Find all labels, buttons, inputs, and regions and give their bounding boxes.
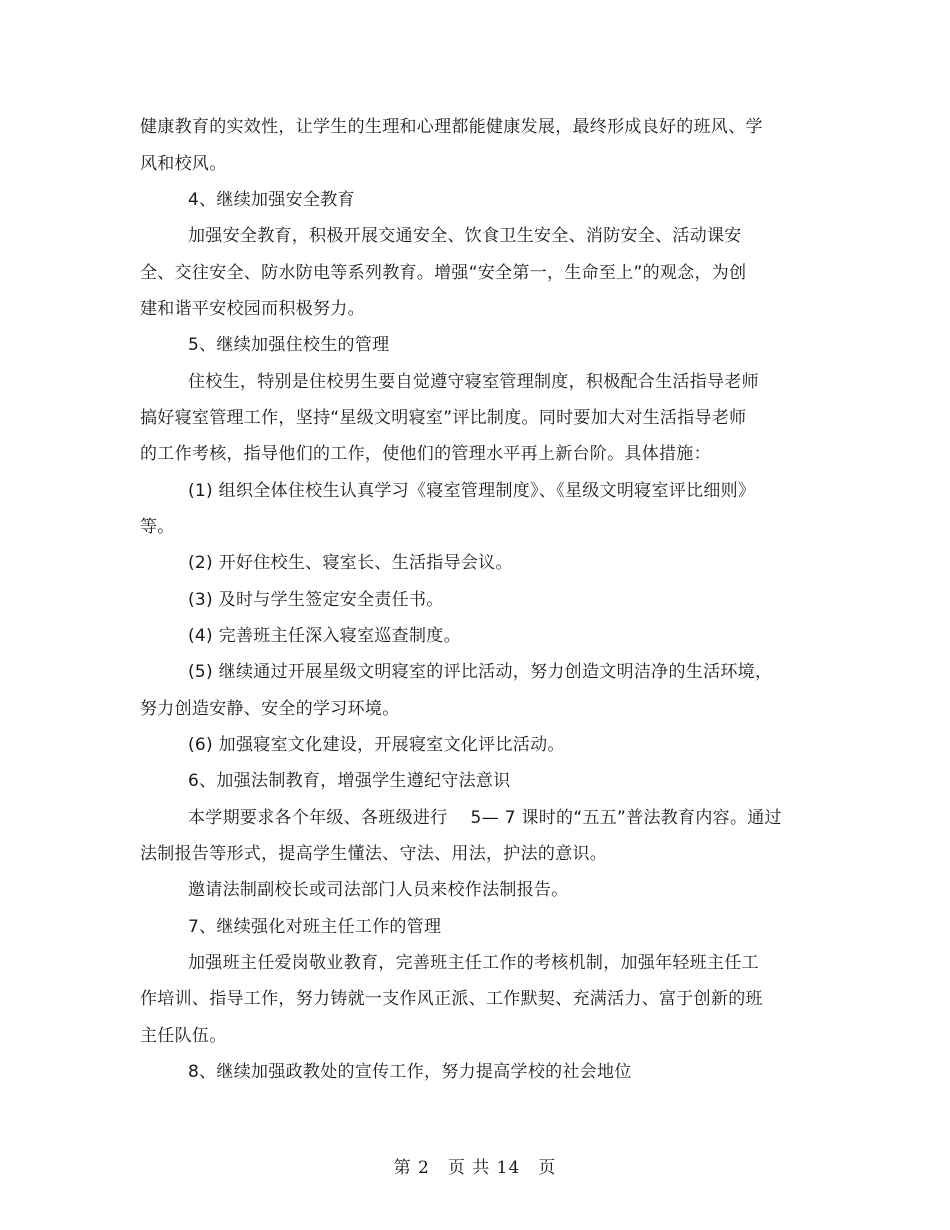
body-text-line: 的工作考核，指导他们的工作，使他们的管理水平再上新台阶。具体措施： bbox=[140, 444, 711, 464]
body-text-line: 加强安全教育，积极开展交通安全、饮食卫生安全、消防安全、活动课安 bbox=[188, 226, 742, 246]
body-text-line: 加强班主任爱岗敬业教育，完善班主任工作的考核机制，加强年轻班主任工 bbox=[188, 953, 759, 973]
body-text-line: 本学期要求各个年级、各班级进行 5— 7 课时的“五五”普法教育内容。通过 bbox=[188, 808, 782, 828]
body-text-line: 风和校风。 bbox=[140, 154, 227, 174]
body-text-line: 等。 bbox=[140, 517, 175, 537]
section-heading-7: 7、继续强化对班主任工作的管理 bbox=[188, 917, 442, 937]
list-item: (4) 完善班主任深入寝室巡查制度。 bbox=[188, 626, 461, 646]
body-text-line: 住校生，特别是住校男生要自觉遵守寝室管理制度，积极配合生活指导老师 bbox=[188, 372, 759, 392]
list-item: (5) 继续通过开展星级文明寝室的评比活动，努力创造文明洁净的生活环境， bbox=[188, 662, 773, 682]
body-text-line: 法制报告等形式，提高学生懂法、守法、用法，护法的意识。 bbox=[140, 844, 608, 864]
list-item: (2) 开好住校生、寝室长、生活指导会议。 bbox=[188, 553, 513, 573]
body-text-line: 全、交往安全、防水防电等系列教育。增强“安全第一，生命至上”的观念，为创 bbox=[140, 263, 747, 283]
list-item: (1) 组织全体住校生认真学习《寝室管理制度》、《星级文明寝室评比细则》 bbox=[188, 481, 756, 501]
body-text-line: 主任队伍。 bbox=[140, 1026, 227, 1046]
page-number-footer: 第 2 页 共 14 页 bbox=[393, 1158, 557, 1178]
section-heading-8: 8、继续加强政教处的宣传工作，努力提高学校的社会地位 bbox=[188, 1062, 632, 1082]
body-text-line: 邀请法制副校长或司法部门人员来校作法制报告。 bbox=[188, 880, 569, 900]
section-heading-5: 5、继续加强住校生的管理 bbox=[188, 335, 390, 355]
body-text-line: 建和谐平安校园而积极努力。 bbox=[140, 299, 365, 319]
section-heading-6: 6、加强法制教育，增强学生遵纪守法意识 bbox=[188, 771, 511, 791]
body-text-line: 努力创造安静、安全的学习环境。 bbox=[140, 699, 400, 719]
body-text-line: 健康教育的实效性，让学生的生理和心理都能健康发展，最终形成良好的班风、学 bbox=[140, 117, 763, 137]
body-text-line: 搞好寝室管理工作，坚持“星级文明寝室”评比制度。同时要加大对生活指导老师 bbox=[140, 408, 747, 428]
body-text-line: 作培训、指导工作，努力铸就一支作风正派、工作默契、充满活力、富于创新的班 bbox=[140, 989, 763, 1009]
list-item: (6) 加强寝室文化建设，开展寝室文化评比活动。 bbox=[188, 735, 565, 755]
list-item: (3) 及时与学生签定安全责任书。 bbox=[188, 590, 444, 610]
section-heading-4: 4、继续加强安全教育 bbox=[188, 190, 355, 210]
